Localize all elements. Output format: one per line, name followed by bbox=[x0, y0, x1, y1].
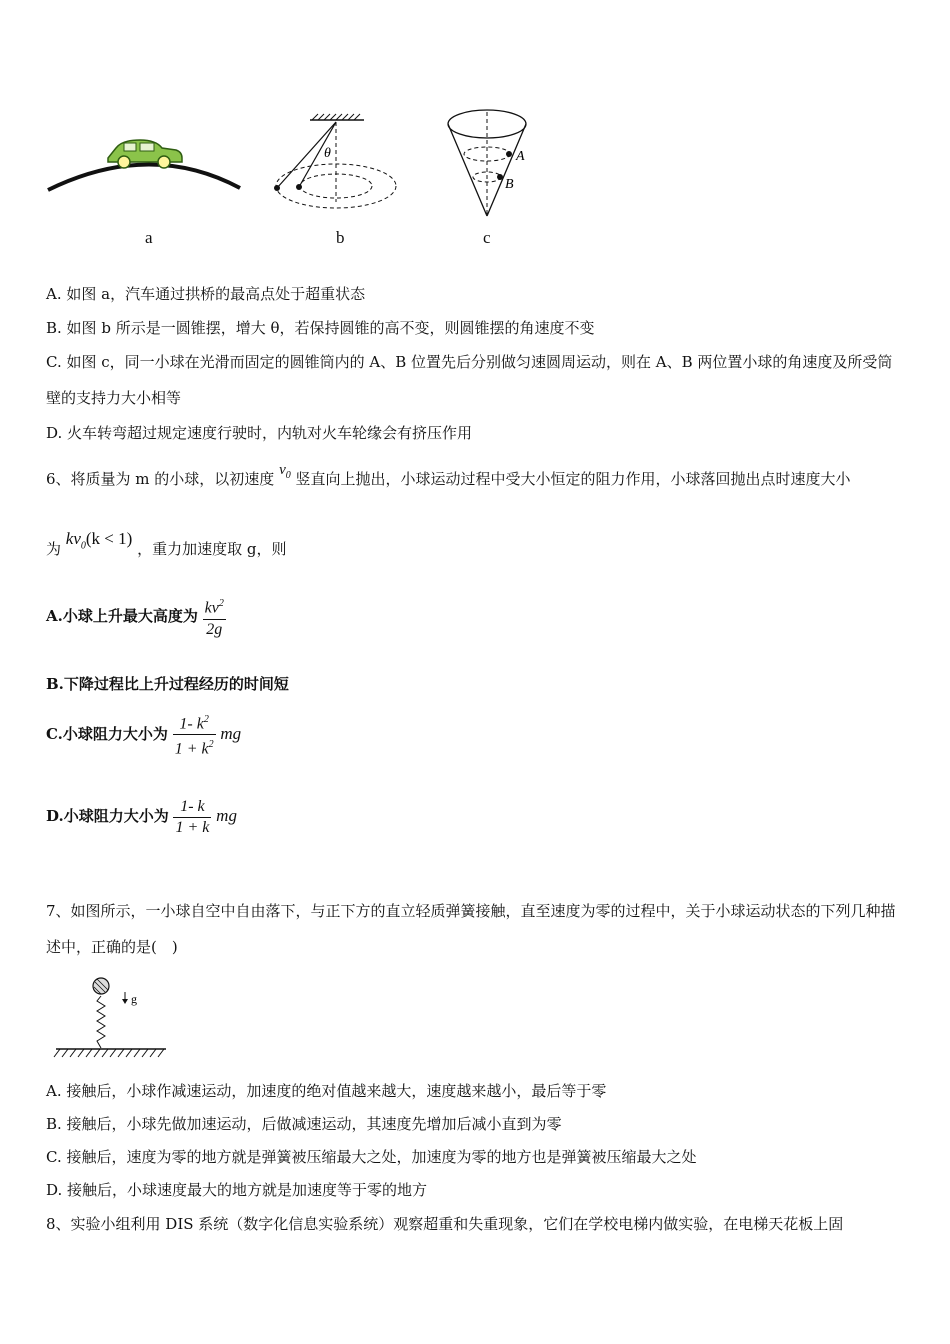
theta-label: θ bbox=[324, 146, 331, 161]
q6-option-c: C.小球阻力大小为 $\frac{1- k^2}{1 + k^2}$ mg bbox=[46, 710, 241, 760]
q7-option-d: D. 接触后，小球速度最大的地方就是加速度等于零的地方 bbox=[46, 1181, 428, 1199]
q6-stem-part2: 竖直向上抛出，小球运动过程中受大小恒定的阻力作用，小球落回抛出点时速度大小 bbox=[295, 470, 851, 488]
q6-option-c-fraction: $\frac{1- k^2}{1 + k^2}$ bbox=[173, 710, 216, 760]
q7-option-b: B. 接触后，小球先做加速运动，后做减速运动，其速度先增加后减小直到为零 bbox=[46, 1115, 562, 1133]
q7-option-c: C. 接触后，速度为零的地方就是弹簧被压缩最大之处，加速度为零的地方也是弹簧被压缩最大之处 bbox=[46, 1148, 697, 1166]
q6-stem-line1 bbox=[46, 462, 851, 503]
figure-c-label: c bbox=[483, 228, 491, 247]
q5-option-b: B. 如图 b 所示是一圆锥摆，增大 θ，若保持圆锥的高不变，则圆锥摆的角速度不变 bbox=[46, 319, 595, 337]
q7-option-a: A. 接触后，小球作减速运动，加速度的绝对值越来越大，速度越来越小，最后等于零 bbox=[46, 1082, 607, 1100]
figure-q7-ball-spring bbox=[52, 970, 172, 1062]
q6-option-b: B.下降过程比上升过程经历的时间短 bbox=[46, 675, 289, 693]
q8-stem: 8、实验小组利用 DIS 系统（数字化信息实验系统）观察超重和失重现象，它们在学校电梯内做实验，在电梯天花板上固 bbox=[46, 1215, 844, 1233]
point-b-label: B bbox=[505, 177, 514, 192]
figure-b-label: b bbox=[336, 228, 345, 247]
figure-c-cone bbox=[440, 104, 540, 220]
q6-speed-expr: $kv_0(k < 1)$ bbox=[65, 529, 133, 552]
q6-option-d-fraction: $\frac{1- k}{1 + k}$ bbox=[175, 797, 210, 836]
q6-stem-line2: 为 $kv_0(k < 1)$ ，重力加速度取 g，则 bbox=[46, 529, 287, 558]
figure-a-label: a bbox=[145, 228, 153, 247]
q5-option-d: D. 火车转弯超过规定速度行驶时，内轨对火车轮缘会有挤压作用 bbox=[46, 424, 473, 442]
q6-stem-part1: 6、将质量为 m 的小球，以初速度 bbox=[46, 470, 275, 488]
q5-option-c: C. 如图 c，同一小球在光滑而固定的圆锥筒内的 A、B 位置先后分别做匀速圆周运动，则在 A、B 两位置小球的角速度及所受筒壁的支持力大小相等 bbox=[46, 353, 893, 407]
q6-option-a-fraction: $\frac{kv^2}{2g}$ bbox=[203, 594, 226, 639]
gravity-label: g bbox=[131, 992, 137, 1006]
q5-option-a: A. 如图 a，汽车通过拱桥的最高点处于超重状态 bbox=[46, 285, 366, 303]
q6-option-a: A.小球上升最大高度为 $\frac{kv^2}{2g}$ bbox=[46, 594, 226, 640]
q6-v0: $v_0$ bbox=[279, 462, 291, 481]
q7-stem: 7、如图所示，一小球自空中自由落下，与正下方的直立轻质弹簧接触，直至速度为零的过程中，关于小球运动状态的下列几种描述中，正确的是( ) bbox=[46, 902, 896, 956]
q6-option-d: D.小球阻力大小为 $\frac{1- k}{1 + k}$ mg bbox=[46, 797, 237, 836]
point-a-label: A bbox=[516, 149, 525, 164]
figure-a-car-on-bridge bbox=[40, 120, 260, 200]
figure-b-conical-pendulum bbox=[268, 112, 408, 214]
